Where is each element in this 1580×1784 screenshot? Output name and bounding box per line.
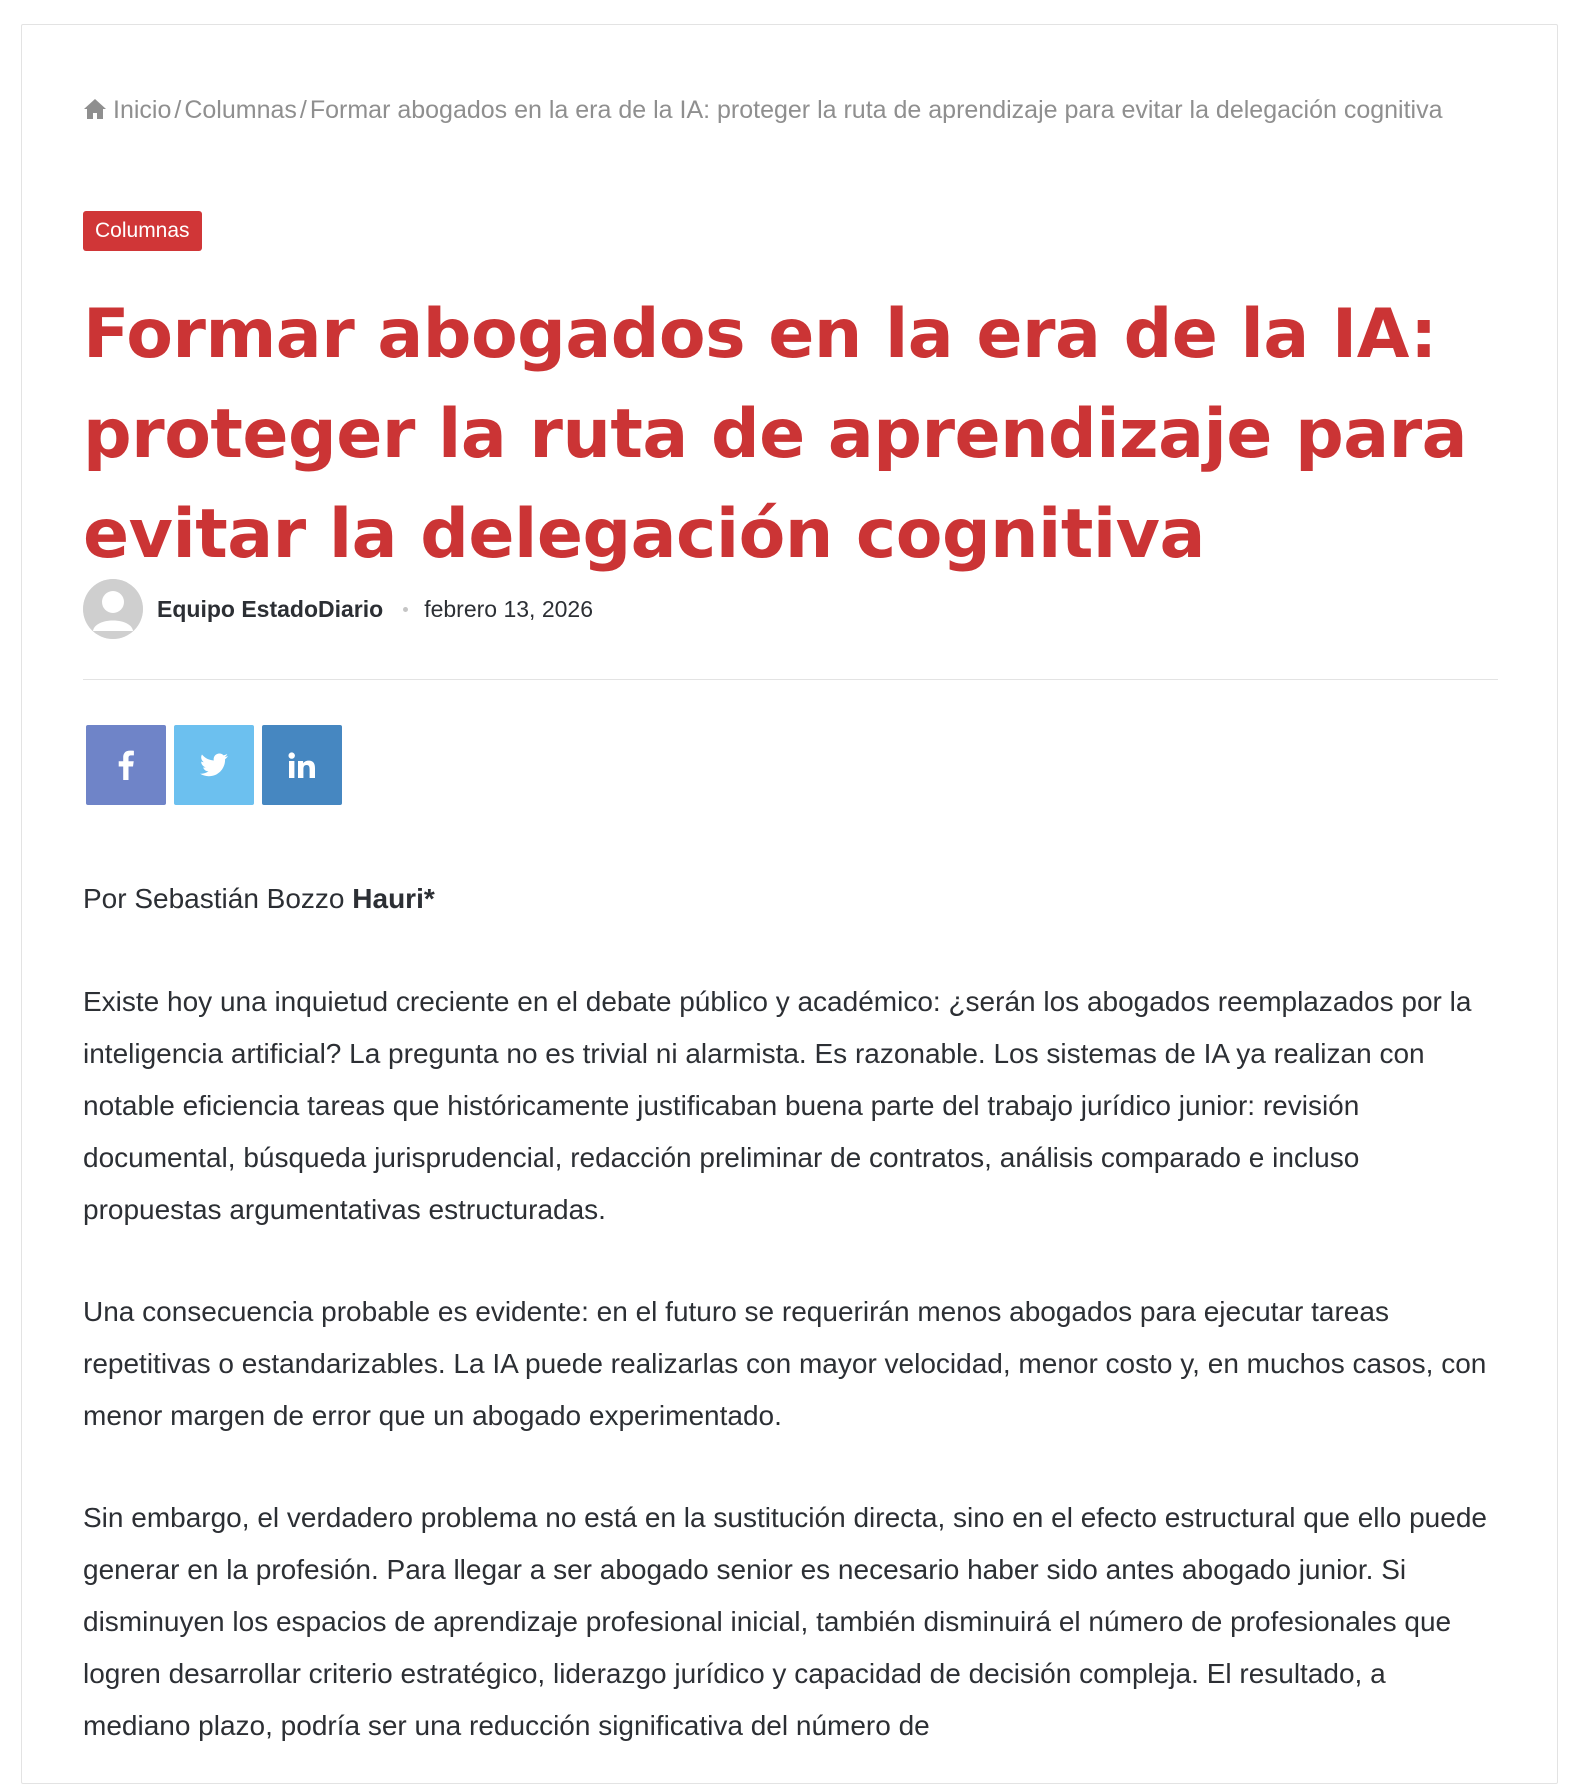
breadcrumb-separator: / bbox=[174, 96, 182, 124]
linkedin-icon bbox=[288, 752, 316, 778]
breadcrumb-home-link[interactable]: Inicio bbox=[113, 96, 172, 124]
share-linkedin-button[interactable] bbox=[262, 725, 342, 805]
breadcrumb-separator: / bbox=[299, 96, 307, 124]
breadcrumb bbox=[83, 89, 1483, 131]
article-byline bbox=[83, 877, 435, 921]
share-twitter-button[interactable] bbox=[174, 725, 254, 805]
breadcrumb-section-link[interactable]: Columnas bbox=[184, 96, 297, 124]
article-paragraph: Una consecuencia probable es evidente: en el futuro se requerirán menos abogados para ejecutar tareas repetitivas o estandarizables. La IA puede realizarlas con mayor velocidad, menor costo y, en muchos casos, con menor margen de error que un abogado experimentado. bbox=[83, 1296, 1487, 1431]
twitter-icon bbox=[200, 753, 228, 777]
byline-prefix: Por Sebastián Bozzo bbox=[83, 883, 345, 914]
meta-separator-dot bbox=[403, 607, 408, 612]
publish-date: febrero 13, 2026 bbox=[424, 595, 593, 622]
article-meta bbox=[83, 579, 593, 639]
author-name[interactable]: Equipo EstadoDiario bbox=[157, 595, 384, 622]
breadcrumb-current: Formar abogados en la era de la IA: proteger la ruta de aprendizaje para evitar la delegación cognitiva bbox=[309, 96, 1443, 124]
home-icon bbox=[83, 98, 107, 120]
article-title: Formar abogados en la era de la IA: proteger la ruta de aprendizaje para evitar la delegación cognitiva bbox=[83, 295, 1468, 574]
author-avatar[interactable] bbox=[83, 579, 143, 639]
share-buttons bbox=[86, 725, 342, 805]
article-paragraph: Sin embargo, el verdadero problema no está en la sustitución directa, sino en el efecto estructural que ello puede generar en la profesión. Para llegar a ser abogado senior es necesario haber sido antes abogado junior. Si disminuyen los espacios de aprendizaje profesional inicial, también disminuirá el número de profesionales que logren desarrollar criterio estratégico, liderazgo jurídico y capacidad de decisión compleja. El resultado, a mediano plazo, podría ser una reducción significativa del número de bbox=[83, 1502, 1487, 1741]
article-card bbox=[21, 24, 1558, 1784]
share-facebook-button[interactable] bbox=[86, 725, 166, 805]
user-icon bbox=[83, 579, 143, 639]
byline-bold: Hauri* bbox=[352, 883, 435, 914]
facebook-icon bbox=[118, 750, 134, 780]
article-paragraph: Existe hoy una inquietud creciente en el debate público y académico: ¿serán los abogados reemplazados por la inteligencia artificial? La pregunta no es trivial ni alarmista. Es razonable. Los sistemas de IA ya realizan con notable eficiencia tareas que históricamente justificaban buena parte del trabajo jurídico junior: revisión documental, búsqueda jurisprudencial, redacción preliminar de contratos, análisis comparado e incluso propuestas argumentativas estructuradas. bbox=[83, 986, 1472, 1225]
meta-divider bbox=[83, 679, 1498, 680]
category-badge[interactable]: Columnas bbox=[83, 211, 202, 251]
